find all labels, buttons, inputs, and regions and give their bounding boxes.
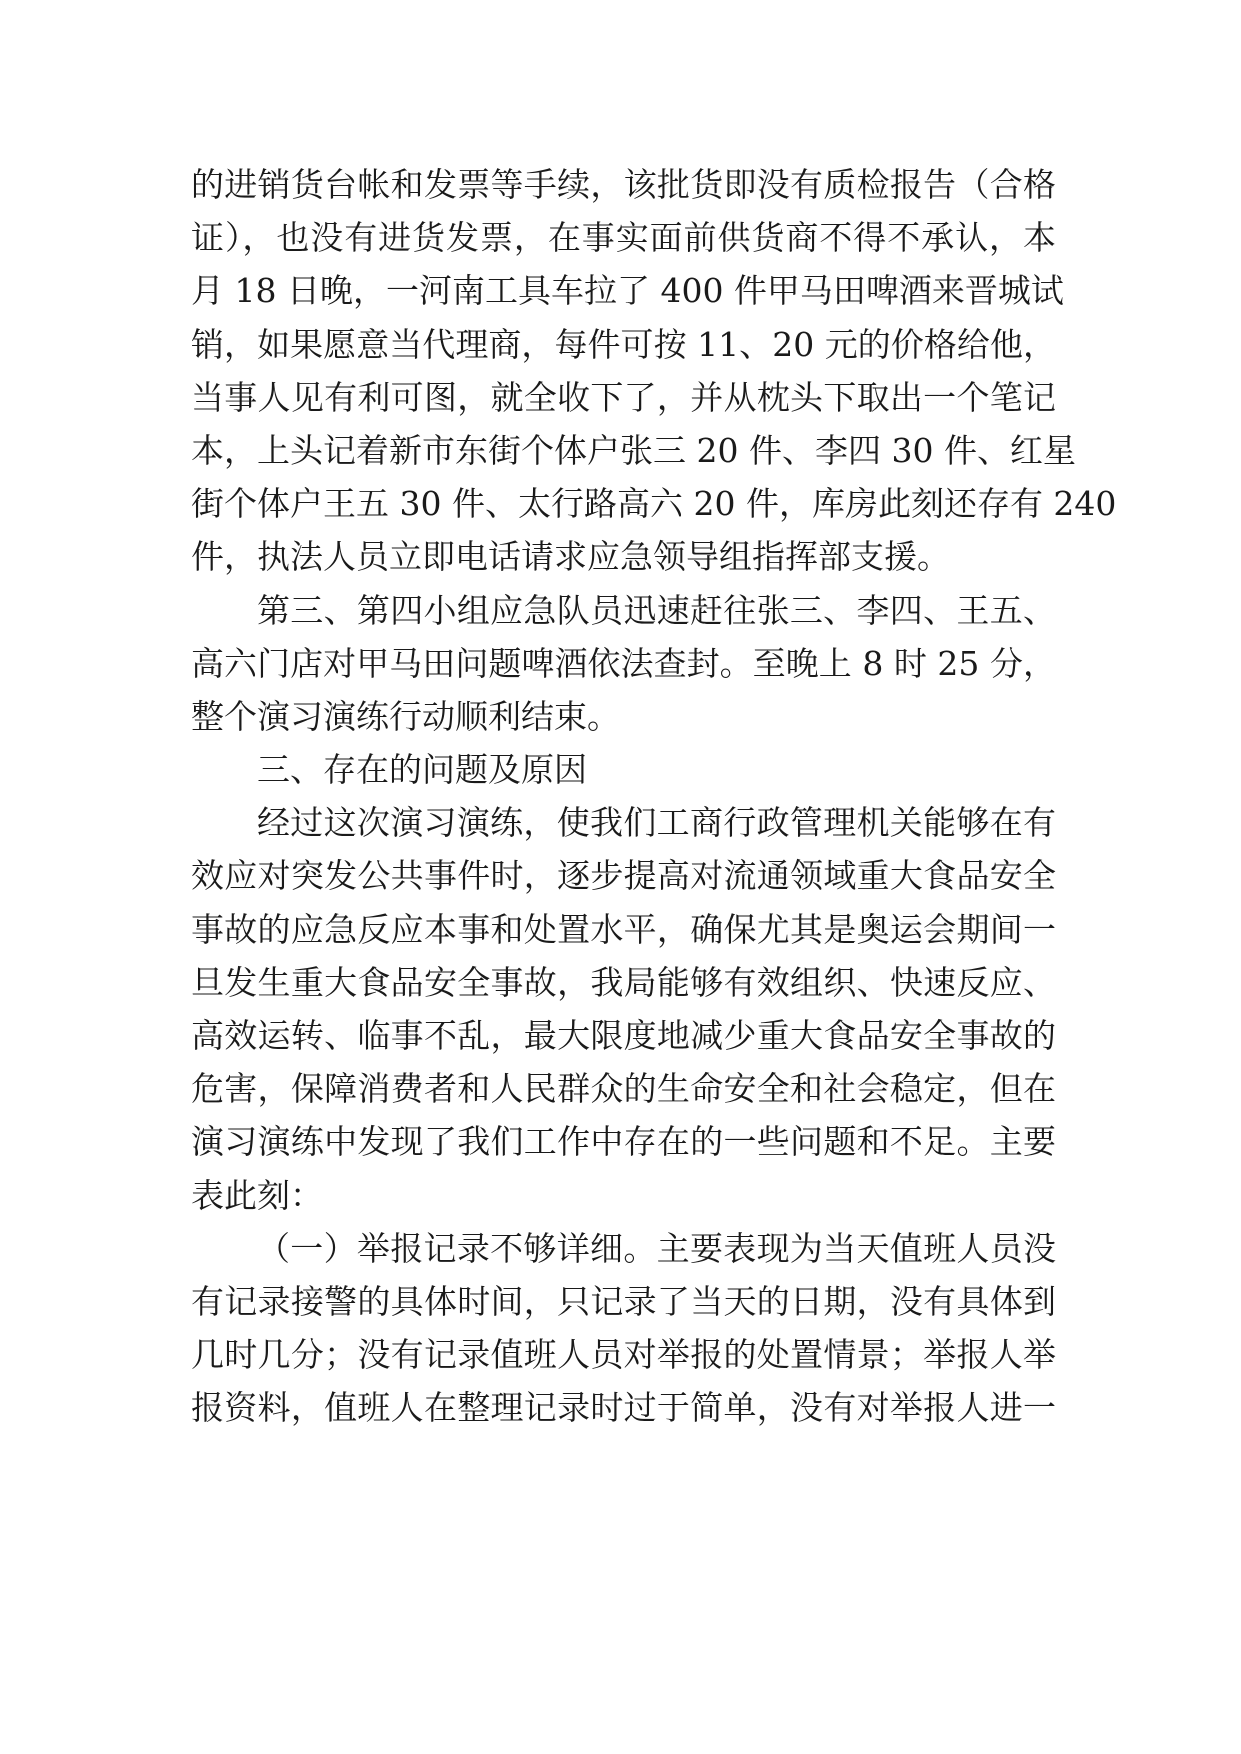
- text-line: 演习演练中发现了我们工作中存在的一些问题和不足。主要: [191, 1122, 1056, 1162]
- text-line: （一）举报记录不够详细。主要表现为当天值班人员没: [257, 1228, 1056, 1268]
- text-line: 三、存在的问题及原因: [257, 750, 587, 790]
- text-line: 月 18 日晚，一河南工具车拉了 400 件甲马田啤酒来晋城试: [191, 271, 1064, 311]
- text-line: 当事人见有利可图，就全收下了，并从枕头下取出一个笔记: [191, 377, 1056, 417]
- text-line: 街个体户王五 30 件、太行路高六 20 件，库房此刻还存有 240: [191, 484, 1117, 524]
- text-line: 第三、第四小组应急队员迅速赶往张三、李四、王五、: [257, 590, 1056, 630]
- text-line: 表此刻：: [191, 1175, 323, 1215]
- text-line: 效应对突发公共事件时，逐步提高对流通领域重大食品安全: [191, 856, 1056, 896]
- text-line: 销，如果愿意当代理商，每件可按 11、20 元的价格给他，: [191, 324, 1056, 364]
- text-line: 高六门店对甲马田问题啤酒依法查封。至晚上 8 时 25 分，: [191, 643, 1056, 683]
- text-line: 本，上头记着新市东街个体户张三 20 件、李四 30 件、红星: [191, 430, 1076, 470]
- text-line: 旦发生重大食品安全事故，我局能够有效组织、快速反应、: [191, 962, 1056, 1002]
- text-line: 危害，保障消费者和人民群众的生命安全和社会稳定，但在: [191, 1069, 1056, 1109]
- text-line: 证），也没有进货发票，在事实面前供货商不得不承认，本: [191, 218, 1056, 258]
- text-line: 件，执法人员立即电话请求应急领导组指挥部支援。: [191, 537, 950, 577]
- text-line: 高效运转、临事不乱，最大限度地减少重大食品安全事故的: [191, 1016, 1056, 1055]
- text-line: 的进销货台帐和发票等手续，该批货即没有质检报告（合格: [191, 165, 1056, 204]
- text-line: 经过这次演习演练，使我们工商行政管理机关能够在有: [257, 803, 1056, 843]
- text-line: 整个演习演练行动顺利结束。: [191, 696, 620, 736]
- text-line: 几时几分；没有记录值班人员对举报的处置情景；举报人举: [191, 1335, 1056, 1375]
- document-body: [191, 158, 1117, 1435]
- text-line: 有记录接警的具体时间，只记录了当天的日期，没有具体到: [191, 1281, 1056, 1321]
- text-line: 事故的应急反应本事和处置水平，确保尤其是奥运会期间一: [191, 909, 1056, 949]
- text-line: 报资料，值班人在整理记录时过于简单，没有对举报人进一: [191, 1388, 1056, 1428]
